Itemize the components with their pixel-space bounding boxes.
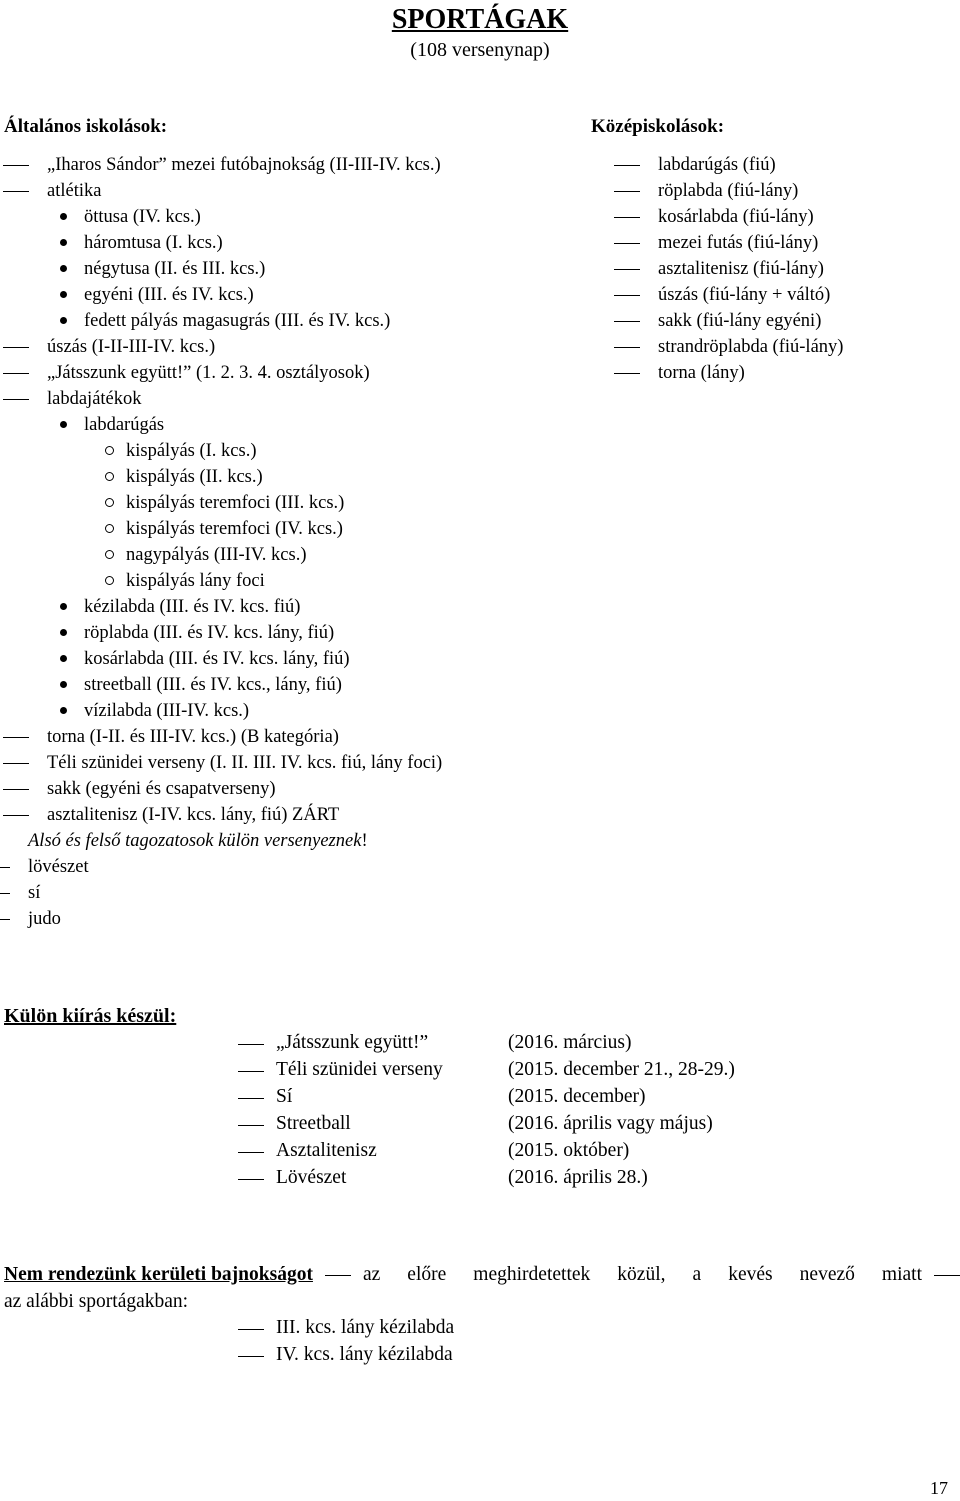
list-item: torna (I-II. és III-IV. kcs.) (B kategória) [47,724,339,750]
list-item: labdajátékok [47,386,142,412]
list-item: strandröplabda (fiú-lány) [658,334,843,360]
list-item: kispályás (I. kcs.) [126,438,257,464]
list-item: kézilabda (III. és IV. kcs. fiú) [84,594,300,620]
schedule-name: Asztalitenisz [276,1140,377,1161]
schedule-name: Lövészet [276,1167,347,1188]
list-item: atlétika [47,178,101,204]
list-item: négytusa (II. és III. kcs.) [84,256,265,282]
list-item: judo [28,906,61,932]
list-item: Téli szünidei verseny (I. II. III. IV. kcs. fiú, lány foci) [47,750,442,776]
list-item: kosárlabda (fiú-lány) [658,204,814,230]
list-item: kispályás teremfoci (III. kcs.) [126,490,344,516]
list-item: „Játsszunk együtt!” (1. 2. 3. 4. osztályosok) [47,360,370,386]
tier-note [28,828,368,854]
dash-trailing [934,1275,960,1276]
no-championship-lead: Nem rendezünk kerületi bajnokságot [4,1264,313,1285]
list-item: labdarúgás [84,412,164,438]
page-number: 17 [930,1478,948,1498]
schedule-date: (2015. október) [508,1140,630,1161]
schedule-name: Téli szünidei verseny [276,1059,443,1080]
list-item: sakk (fiú-lány egyéni) [658,308,821,334]
tier-note-end: ! [361,831,368,851]
page-subtitle: (108 versenynap) [410,39,550,61]
list-item: „Iharos Sándor” mezei futóbajnokság (II-III-IV. kcs.) [47,152,441,178]
list-item: labdarúgás (fiú) [658,152,776,178]
list-item: úszás (I-II-III-IV. kcs.) [47,334,215,360]
list-item: röplabda (fiú-lány) [658,178,798,204]
schedule-date: (2016. április 28.) [508,1167,648,1188]
schedule-date: (2016. március) [508,1032,632,1053]
primary-heading: Általános iskolások: [4,116,168,137]
list-item: mezei futás (fiú-lány) [658,230,818,256]
schedule-row [276,1084,646,1110]
list-item: kosárlabda (III. és IV. kcs. lány, fiú) [84,646,350,672]
schedule-date: (2015. december 21., 28-29.) [508,1059,735,1080]
schedule-row [276,1111,713,1137]
list-item: kispályás lány foci [126,568,265,594]
tier-note-text: Alsó és felső tagozatosok külön versenyeznek [28,831,362,851]
list-item: röplabda (III. és IV. kcs. lány, fiú) [84,620,334,646]
no-championship-line2: az alábbi sportágakban: [4,1291,189,1312]
schedule-row [276,1165,648,1191]
list-item: asztalitenisz (fiú-lány) [658,256,824,282]
list-item: fedett pályás magasugrás (III. és IV. kcs.) [84,308,390,334]
list-item: öttusa (IV. kcs.) [84,204,201,230]
list-item: vízilabda (III-IV. kcs.) [84,698,249,724]
list-item: lövészet [28,854,89,880]
schedule-row [276,1030,632,1056]
schedule-row [276,1138,630,1164]
list-item: IV. kcs. lány kézilabda [276,1342,453,1368]
list-item: háromtusa (I. kcs.) [84,230,223,256]
schedule-name: Sí [276,1086,293,1107]
schedule-date: (2015. december) [508,1086,646,1107]
list-item: sakk (egyéni és csapatverseny) [47,776,276,802]
list-item: streetball (III. és IV. kcs., lány, fiú) [84,672,342,698]
list-item: nagypályás (III-IV. kcs.) [126,542,306,568]
schedule-date: (2016. április vagy május) [508,1113,713,1134]
list-item: torna (lány) [658,360,745,386]
list-item: egyéni (III. és IV. kcs.) [84,282,254,308]
list-item: kispályás (II. kcs.) [126,464,263,490]
list-item: III. kcs. lány kézilabda [276,1315,454,1341]
dash-separator [325,1275,351,1276]
list-item: úszás (fiú-lány + váltó) [658,282,830,308]
no-championship-line1 [4,1262,960,1288]
no-championship-rest: az előre meghirdetettek közül, a kevés nevező miatt [362,1264,922,1285]
secondary-heading: Középiskolások: [591,116,725,137]
list-item: asztalitenisz (I-IV. kcs. lány, fiú) ZÁRT [47,802,339,828]
page-title: SPORTÁGAK [391,4,569,35]
schedule-name: Streetball [276,1113,351,1134]
separate-heading: Külön kiírás készül: [4,1005,177,1027]
schedule-row [276,1057,735,1083]
list-item: sí [28,880,40,906]
list-item: kispályás teremfoci (IV. kcs.) [126,516,343,542]
schedule-name: „Játsszunk együtt!” [276,1032,429,1053]
